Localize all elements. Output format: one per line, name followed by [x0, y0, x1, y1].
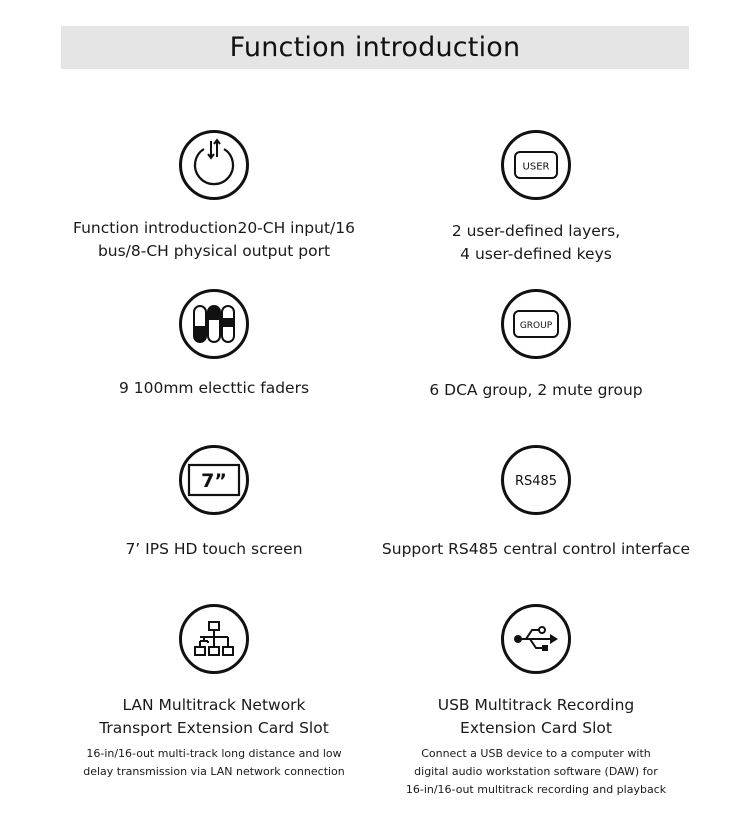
feature-title-line: Transport Extension Card Slot [99, 719, 329, 737]
page-title: Function introduction [229, 32, 521, 63]
feature-title [452, 220, 620, 266]
feature-user-layers [356, 130, 716, 266]
feature-title [382, 538, 690, 561]
faders-icon [179, 289, 249, 359]
feature-description [83, 745, 345, 781]
feature-title-line: LAN Multitrack Network [122, 696, 306, 714]
feature-touch-screen [34, 445, 394, 561]
network-icon [179, 604, 249, 674]
rs485-label: RS485 [514, 474, 558, 489]
power-icon [179, 130, 249, 200]
screen-icon [179, 445, 249, 515]
feature-title [438, 694, 635, 740]
group-key-label: GROUP [519, 321, 553, 331]
feature-title [73, 217, 355, 263]
feature-title-line: 2 user-defined layers, [451, 222, 621, 240]
feature-groups [356, 289, 716, 402]
screen-size-label: 7” [201, 470, 227, 492]
feature-title [119, 377, 309, 400]
feature-desc-line: 16-in/16-out multi-track long distance and low [86, 747, 342, 760]
feature-rs485 [356, 445, 716, 561]
feature-io-ports [34, 130, 394, 263]
feature-title-line: 4 user-defined keys [460, 245, 612, 263]
feature-title [125, 538, 302, 561]
feature-title [99, 694, 329, 740]
feature-title [429, 379, 642, 402]
feature-title-line: 9 100mm electtic faders [118, 379, 310, 397]
feature-title-line: Extension Card Slot [460, 719, 612, 737]
feature-title-line: 6 DCA group, 2 mute group [429, 381, 643, 399]
feature-description [406, 745, 666, 799]
feature-lan-card [34, 604, 394, 781]
rs485-icon [501, 445, 571, 515]
feature-title-line: bus/8-CH physical output port [97, 242, 331, 260]
feature-title-line: Support RS485 central control interface [381, 540, 691, 558]
user-key-label: USER [522, 161, 550, 173]
feature-title-line: 7’ IPS HD touch screen [125, 540, 303, 558]
feature-title-line: USB Multitrack Recording [437, 696, 635, 714]
feature-faders [34, 289, 394, 400]
feature-desc-line: Connect a USB device to a computer with [421, 747, 651, 760]
group-key-icon [501, 289, 571, 359]
feature-usb-card [356, 604, 716, 799]
feature-desc-line: digital audio workstation software (DAW) for [414, 765, 658, 778]
usb-icon [501, 604, 571, 674]
feature-desc-line: delay transmission via LAN network connection [83, 765, 345, 778]
feature-desc-line: 16-in/16-out multitrack recording and playback [405, 783, 667, 796]
header-bar [61, 26, 689, 69]
user-key-icon [501, 130, 571, 200]
feature-title-line: Function introduction20-CH input/16 [73, 219, 355, 237]
